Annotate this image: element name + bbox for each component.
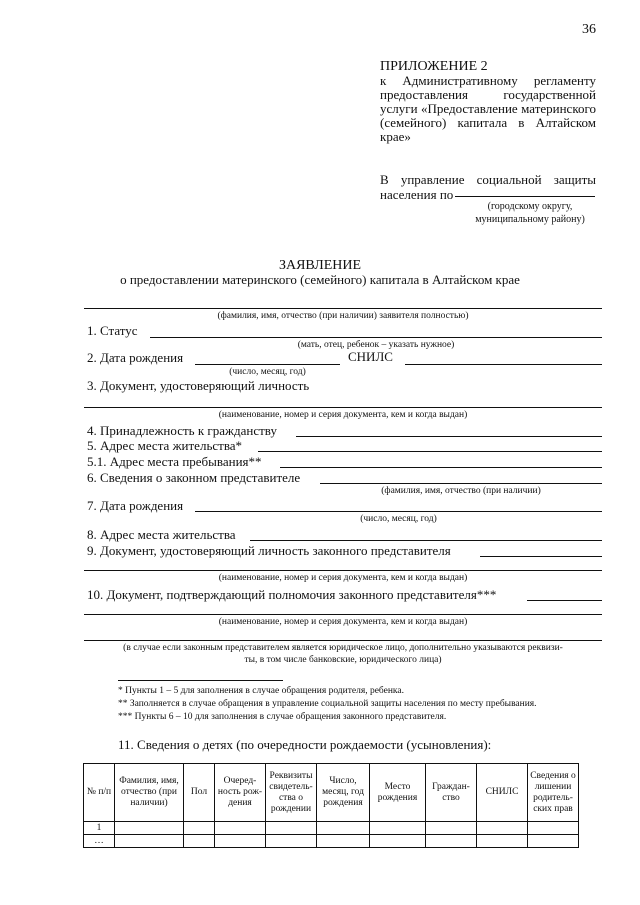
- footnote-3: *** Пункты 6 – 10 для заполнения в случае обращения законного представителя.: [118, 712, 447, 722]
- note-doc2: (наименование, номер и серия документа, кем и когда выдан): [218, 573, 468, 583]
- field-rep-doc-label: 9. Документ, удостоверяющий личность законного представителя: [87, 543, 451, 558]
- appendix-text: к Административному регламенту предоставления государственной услуги «Предоставление материнского (семейного) капитала в Алтайском крае»: [380, 73, 596, 144]
- col-header-rights: Сведения о лишении родитель-ских прав: [528, 764, 579, 822]
- cell[interactable]: [115, 822, 184, 835]
- cell[interactable]: [528, 822, 579, 835]
- field-stay-line[interactable]: [280, 467, 602, 468]
- footnote-1: * Пункты 1 – 5 для заполнения в случае обращения родителя, ребенка.: [118, 686, 404, 696]
- appendix-heading: ПРИЛОЖЕНИЕ 2: [380, 59, 488, 74]
- row-num: 1: [84, 822, 115, 835]
- note-doc3: (наименование, номер и серия документа, кем и когда выдан): [218, 617, 468, 627]
- col-header-birthplace: Место рождения: [370, 764, 426, 822]
- field-dob-label: 2. Дата рождения: [87, 350, 184, 365]
- field-doc-label: 3. Документ, удостоверяющий личность: [87, 378, 310, 393]
- field-stay-label: 5.1. Адрес места пребывания**: [87, 454, 262, 469]
- field-rep-line[interactable]: [320, 483, 602, 484]
- applicant-fio-line[interactable]: [84, 308, 602, 309]
- field-authority-line[interactable]: [527, 600, 602, 601]
- cell[interactable]: [528, 835, 579, 848]
- table-header-row: [84, 764, 579, 822]
- col-header-snils: СНИЛС: [477, 764, 528, 822]
- col-header-num: № п/п: [84, 764, 115, 822]
- footnote-2: ** Заполняется в случае обращения в управление социальной защиты населения по месту пребывания.: [118, 699, 537, 709]
- children-table: [83, 763, 579, 848]
- field-authority-label: 10. Документ, подтверждающий полномочия законного представителя***: [87, 587, 497, 602]
- addressee-note: [430, 200, 630, 226]
- field-legal-line[interactable]: [84, 640, 602, 641]
- field-citizenship-line[interactable]: [296, 436, 602, 437]
- col-header-sex: Пол: [184, 764, 215, 822]
- cell[interactable]: [477, 835, 528, 848]
- cell[interactable]: [266, 835, 317, 848]
- note-doc: (наименование, номер и серия документа, кем и когда выдан): [218, 410, 468, 420]
- col-header-citizenship: Граждан-ство: [426, 764, 477, 822]
- field-rep-doc-line-2[interactable]: [84, 570, 602, 571]
- cell[interactable]: [184, 835, 215, 848]
- note-legal-1: (в случае если законным представителем является юридическое лицо, дополнительно указываются реквизи-: [123, 643, 563, 653]
- col-header-fio: Фамилия, имя, отчество (при наличии): [115, 764, 184, 822]
- appendix-block: [380, 60, 596, 144]
- table-row: [84, 822, 579, 835]
- addressee-text: В управление социальной защиты населения по: [380, 172, 596, 202]
- footnote-separator: [118, 680, 283, 681]
- field-address-label: 5. Адрес места жительства*: [87, 438, 243, 453]
- note-fio: (фамилия, имя, отчество (при наличии) заявителя полностью): [217, 311, 469, 321]
- table-row: [84, 835, 579, 848]
- cell[interactable]: [215, 822, 266, 835]
- cell[interactable]: [477, 822, 528, 835]
- document-title: ЗАЯВЛЕНИЕ: [278, 258, 362, 273]
- row-num: …: [84, 835, 115, 848]
- cell[interactable]: [266, 822, 317, 835]
- cell[interactable]: [370, 835, 426, 848]
- note-rep-fio: (фамилия, имя, отчество (при наличии): [381, 486, 541, 496]
- field-snils-label: СНИЛС: [348, 349, 393, 364]
- col-header-dob: Число, месяц, год рождения: [317, 764, 370, 822]
- note-legal-2: ты, в том числе банковские, юридического лица): [244, 655, 442, 665]
- field-rep-address-line[interactable]: [250, 540, 602, 541]
- note-dob: (число, месяц, год): [229, 367, 306, 377]
- col-header-order: Очеред-ность рож-дения: [215, 764, 266, 822]
- addressee-note-1: (городскому округу,: [487, 201, 573, 212]
- section-11-heading: 11. Сведения о детях (по очередности рождаемости (усыновления):: [118, 737, 492, 752]
- field-doc-line[interactable]: [84, 407, 602, 408]
- cell[interactable]: [370, 822, 426, 835]
- field-rep-address-label: 8. Адрес места жительства: [87, 527, 236, 542]
- field-address-line[interactable]: [258, 451, 602, 452]
- col-header-cert: Реквизиты свидетель-ства о рождении: [266, 764, 317, 822]
- field-rep-dob-label: 7. Дата рождения: [87, 498, 184, 513]
- note-rep-dob: (число, месяц, год): [360, 514, 437, 524]
- field-rep-label: 6. Сведения о законном представителе: [87, 470, 301, 485]
- addressee-note-2: муниципальному району): [475, 214, 585, 225]
- cell[interactable]: [426, 822, 477, 835]
- field-status-label: 1. Статус: [87, 323, 138, 338]
- field-citizenship-label: 4. Принадлежность к гражданству: [87, 423, 277, 438]
- note-status: (мать, отец, ребенок – указать нужное): [297, 340, 455, 350]
- field-dob-line[interactable]: [195, 364, 340, 365]
- cell[interactable]: [184, 822, 215, 835]
- addressee-line[interactable]: [455, 196, 595, 197]
- field-snils-line[interactable]: [405, 364, 602, 365]
- cell[interactable]: [317, 835, 370, 848]
- cell[interactable]: [317, 822, 370, 835]
- cell[interactable]: [215, 835, 266, 848]
- page-number: 36: [582, 22, 596, 37]
- field-rep-dob-line[interactable]: [195, 511, 602, 512]
- cell[interactable]: [426, 835, 477, 848]
- field-status-line[interactable]: [150, 337, 602, 338]
- field-authority-line-2[interactable]: [84, 614, 602, 615]
- field-rep-doc-line[interactable]: [480, 556, 602, 557]
- document-subtitle: о предоставлении материнского (семейного) капитала в Алтайском крае: [120, 272, 520, 287]
- cell[interactable]: [115, 835, 184, 848]
